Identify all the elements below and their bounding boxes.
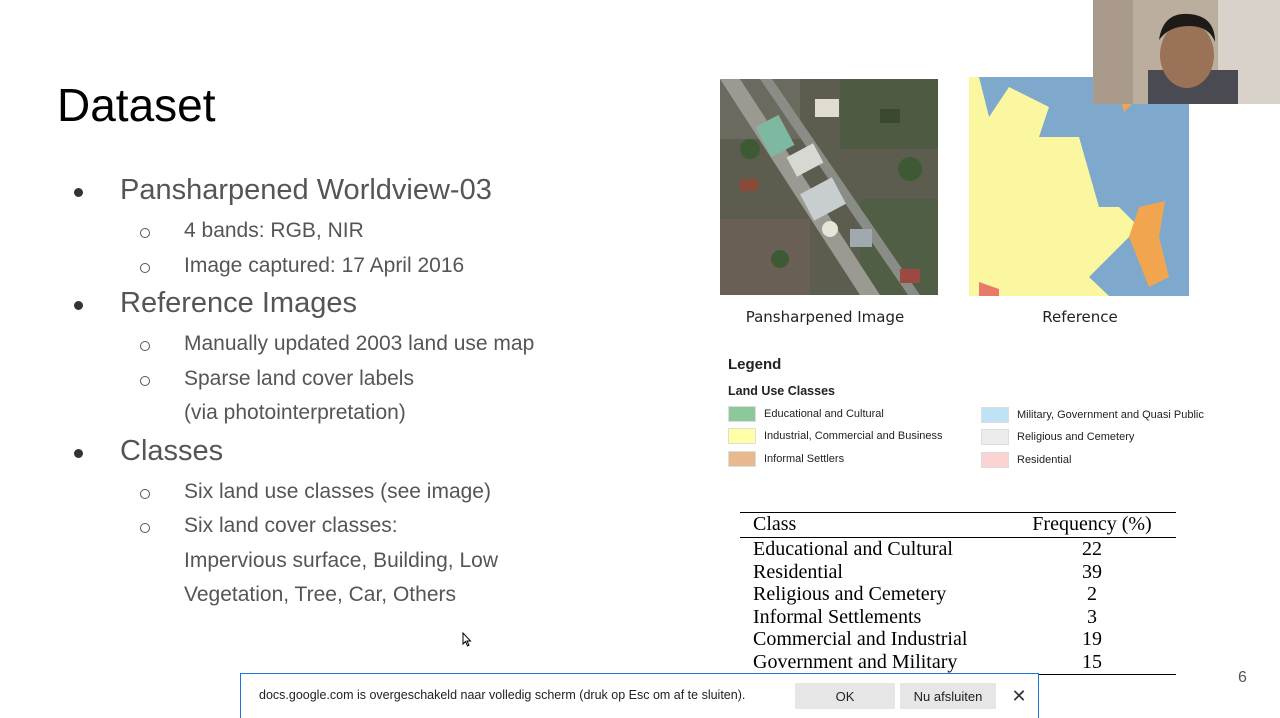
sub-bullet-circle [140, 523, 150, 533]
legend-swatch [728, 451, 756, 467]
table-cell-class: Commercial and Industrial [753, 628, 968, 651]
legend-label: Educational and Cultural [764, 408, 884, 420]
bullet-dot [74, 301, 83, 310]
page-number: 6 [1238, 669, 1247, 686]
bullet-3-sub-1: Six land use classes (see image) [184, 480, 491, 503]
exit-fullscreen-button[interactable]: Nu afsluiten [900, 683, 996, 709]
fullscreen-notification [240, 673, 1039, 718]
sub-bullet-circle [140, 228, 150, 238]
bullet-1 [74, 188, 83, 197]
pansharpened-caption: Pansharpened Image [745, 308, 905, 326]
table-row [740, 583, 1176, 606]
legend-label: Residential [1017, 454, 1072, 466]
table-header-class: Class [753, 513, 797, 535]
bullet-2 [74, 301, 83, 310]
legend-subtitle: Land Use Classes [728, 384, 835, 398]
bullet-2-sub-1: Manually updated 2003 land use map [184, 332, 535, 355]
legend-swatch [728, 406, 756, 422]
table-cell-class: Government and Military [753, 650, 958, 673]
mouse-cursor-icon [462, 632, 472, 652]
table-cell-class: Residential [753, 560, 843, 583]
table-cell-frequency: 19 [1082, 628, 1102, 651]
bullet-2-sub-2: Sparse land cover labels [184, 367, 414, 390]
legend-item-residential [981, 452, 1071, 468]
webcam-video [1093, 0, 1280, 104]
table-cell-frequency: 39 [1082, 560, 1102, 583]
bullet-dot [74, 188, 83, 197]
pansharpened-image [720, 79, 938, 295]
table-row [740, 628, 1176, 651]
legend-item-educational [728, 406, 884, 422]
reference-caption: Reference [1042, 308, 1118, 326]
close-icon[interactable]: ✕ [1011, 686, 1027, 706]
slide-title: Dataset [57, 79, 216, 131]
table-row [740, 651, 1176, 675]
class-frequency-table [740, 512, 1176, 675]
table-cell-class: Educational and Cultural [753, 538, 953, 560]
legend-label: Military, Government and Quasi Public [1017, 409, 1204, 421]
bullet-3-sub-2: Six land cover classes: [184, 514, 398, 537]
table-cell-class: Religious and Cemetery [753, 583, 947, 606]
legend-swatch [981, 452, 1009, 468]
table-row [740, 606, 1176, 629]
reference-map [969, 77, 1189, 296]
legend-label: Religious and Cemetery [1017, 431, 1135, 443]
bullet-1-text: Pansharpened Worldview-03 [120, 174, 492, 206]
table-cell-frequency: 3 [1087, 605, 1097, 628]
legend-item-military [981, 407, 1204, 423]
legend-label: Informal Settlers [764, 453, 845, 465]
table-row [740, 538, 1176, 561]
bullet-3-sub-2-cont-2: Vegetation, Tree, Car, Others [184, 583, 456, 606]
bullet-3 [74, 449, 83, 458]
ok-button[interactable]: OK [795, 683, 895, 709]
table-row [740, 561, 1176, 584]
bullet-1-sub-1: 4 bands: RGB, NIR [184, 219, 364, 242]
legend-item-industrial [728, 428, 943, 444]
table-header [740, 512, 1176, 538]
table-header-frequency: Frequency (%) [1032, 513, 1152, 535]
table-cell-frequency: 2 [1087, 583, 1097, 606]
sub-bullet-circle [140, 341, 150, 351]
legend-swatch [981, 429, 1009, 445]
legend-swatch [728, 428, 756, 444]
bullet-2-sub-2-cont: (via photointerpretation) [184, 401, 406, 424]
table-cell-class: Informal Settlements [753, 605, 922, 628]
bullet-3-sub-2-cont-1: Impervious surface, Building, Low [184, 549, 498, 572]
legend-item-informal [728, 451, 844, 467]
table-cell-frequency: 22 [1082, 538, 1102, 560]
table-cell-frequency: 15 [1082, 650, 1102, 673]
sub-bullet-circle [140, 263, 150, 273]
legend-label: Industrial, Commercial and Business [764, 430, 943, 442]
bullet-1-sub-2: Image captured: 17 April 2016 [184, 254, 465, 277]
bullet-dot [74, 449, 83, 458]
legend-title: Legend [728, 356, 782, 373]
sub-bullet-circle [140, 376, 150, 386]
sub-bullet-circle [140, 489, 150, 499]
bullet-3-text: Classes [120, 435, 224, 467]
bullet-2-text: Reference Images [120, 287, 357, 319]
legend-item-religious [981, 429, 1134, 445]
notification-message: docs.google.com is overgeschakeld naar volledig scherm (druk op Esc om af te sluiten). [259, 688, 746, 702]
legend-swatch [981, 407, 1009, 423]
